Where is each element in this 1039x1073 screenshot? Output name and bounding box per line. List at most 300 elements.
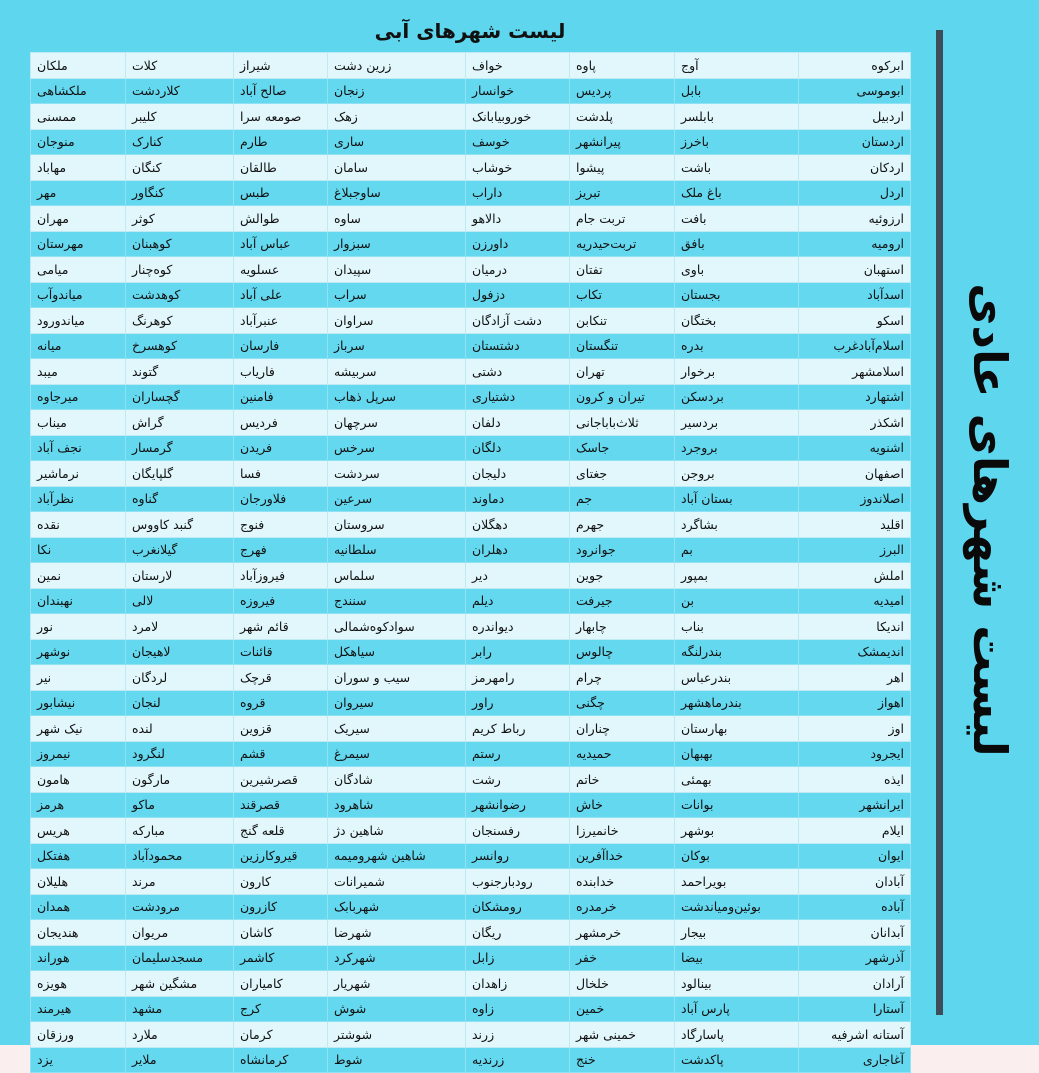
city-cell: زاوه — [466, 996, 570, 1022]
city-cell: فسا — [234, 461, 328, 487]
city-cell: رشت — [466, 767, 570, 793]
table-row — [31, 512, 911, 538]
city-cell: درمیان — [466, 257, 570, 283]
city-cell: خوروبیابانک — [466, 104, 570, 130]
city-cell: بیضا — [675, 945, 799, 971]
city-cell: میناب — [31, 410, 126, 436]
city-cell: زرند — [466, 1022, 570, 1048]
city-cell: شوط — [328, 1047, 466, 1073]
city-cell: ایذه — [799, 767, 911, 793]
city-cell: مارگون — [126, 767, 234, 793]
city-cell: قصرشیرین — [234, 767, 328, 793]
city-cell: یزد — [31, 1047, 126, 1073]
city-cell: علی آباد — [234, 282, 328, 308]
table-row — [31, 129, 911, 155]
city-cell: بندرماهشهر — [675, 690, 799, 716]
table-row — [31, 486, 911, 512]
city-cell: بن — [675, 588, 799, 614]
city-cell: قشم — [234, 741, 328, 767]
city-cell: دزفول — [466, 282, 570, 308]
city-cell: اردل — [799, 180, 911, 206]
city-cell: سیمرغ — [328, 741, 466, 767]
city-cell: لالی — [126, 588, 234, 614]
city-cell: بابلسر — [675, 104, 799, 130]
city-cell: جیرفت — [570, 588, 675, 614]
city-cell: میامی — [31, 257, 126, 283]
city-cell: املش — [799, 563, 911, 589]
city-cell: دهگلان — [466, 512, 570, 538]
city-cell: بستان آباد — [675, 486, 799, 512]
city-cell: اردبیل — [799, 104, 911, 130]
city-cell: چرام — [570, 665, 675, 691]
city-cell: آبدانان — [799, 920, 911, 946]
table-row — [31, 384, 911, 410]
city-cell: خانمیرزا — [570, 818, 675, 844]
city-cell: تنکابن — [570, 308, 675, 334]
city-cell: مریوان — [126, 920, 234, 946]
city-cell: نیشابور — [31, 690, 126, 716]
city-cell: بهمئی — [675, 767, 799, 793]
city-cell: شادگان — [328, 767, 466, 793]
city-cell: مهر — [31, 180, 126, 206]
city-cell: شهریار — [328, 971, 466, 997]
city-cell: بروجرد — [675, 435, 799, 461]
city-cell: پاوه — [570, 53, 675, 79]
city-cell: کرج — [234, 996, 328, 1022]
table-row — [31, 920, 911, 946]
city-cell: طارم — [234, 129, 328, 155]
city-cell: هامون — [31, 767, 126, 793]
city-cell: عنبرآباد — [234, 308, 328, 334]
city-cell: طوالش — [234, 206, 328, 232]
city-cell: هوراند — [31, 945, 126, 971]
city-cell: ایجرود — [799, 741, 911, 767]
city-cell: هیرمند — [31, 996, 126, 1022]
city-cell: فریدن — [234, 435, 328, 461]
city-cell: زنجان — [328, 78, 466, 104]
city-cell: قروه — [234, 690, 328, 716]
city-cell: کوهسرخ — [126, 333, 234, 359]
city-cell: رومشکان — [466, 894, 570, 920]
city-cell: چابهار — [570, 614, 675, 640]
city-cell: نیر — [31, 665, 126, 691]
city-cell: شهرضا — [328, 920, 466, 946]
city-cell: گراش — [126, 410, 234, 436]
city-cell: آبادان — [799, 869, 911, 895]
city-cell: تکاب — [570, 282, 675, 308]
city-cell: مهاباد — [31, 155, 126, 181]
table-row — [31, 767, 911, 793]
city-cell: اشتهارد — [799, 384, 911, 410]
city-cell: کلات — [126, 53, 234, 79]
city-cell: کوه‌چنار — [126, 257, 234, 283]
city-cell: نوشهر — [31, 639, 126, 665]
city-cell: پیرانشهر — [570, 129, 675, 155]
city-cell: نرماشیر — [31, 461, 126, 487]
city-cell: باغ ملک — [675, 180, 799, 206]
city-cell: مهرستان — [31, 231, 126, 257]
city-cell: کازرون — [234, 894, 328, 920]
city-cell: سلماس — [328, 563, 466, 589]
table-row — [31, 461, 911, 487]
city-cell: خوشاب — [466, 155, 570, 181]
city-cell: شوشتر — [328, 1022, 466, 1048]
city-cell: اسدآباد — [799, 282, 911, 308]
city-cell: سروستان — [328, 512, 466, 538]
city-cell: ممسنی — [31, 104, 126, 130]
table-row — [31, 53, 911, 79]
city-cell: کاشان — [234, 920, 328, 946]
city-cell: سیب و سوران — [328, 665, 466, 691]
city-cell: فهرج — [234, 537, 328, 563]
city-cell: ایوان — [799, 843, 911, 869]
city-cell: بم — [675, 537, 799, 563]
city-cell: پاسارگاد — [675, 1022, 799, 1048]
city-cell: نقده — [31, 512, 126, 538]
city-cell: رودبارجنوب — [466, 869, 570, 895]
city-cell: پارس آباد — [675, 996, 799, 1022]
city-cell: ابرکوه — [799, 53, 911, 79]
city-cell: سبزوار — [328, 231, 466, 257]
city-cell: طالقان — [234, 155, 328, 181]
city-cell: نیک شهر — [31, 716, 126, 742]
city-cell: مبارکه — [126, 818, 234, 844]
city-cell: سرچهان — [328, 410, 466, 436]
side-title: لیست شهرهای عادی — [963, 283, 1017, 757]
city-cell: تهران — [570, 359, 675, 385]
city-cell: بردسکن — [675, 384, 799, 410]
city-cell: اصلاندوز — [799, 486, 911, 512]
city-cell: جوانرود — [570, 537, 675, 563]
city-cell: کوثر — [126, 206, 234, 232]
city-cell: دیلم — [466, 588, 570, 614]
table-row — [31, 1022, 911, 1048]
city-cell: همدان — [31, 894, 126, 920]
city-cell: بوانات — [675, 792, 799, 818]
city-cell: کرمان — [234, 1022, 328, 1048]
city-cell: ثلاث‌باباجانی — [570, 410, 675, 436]
city-cell: خرمدره — [570, 894, 675, 920]
city-cell: شاهین دژ — [328, 818, 466, 844]
city-cell: ملایر — [126, 1047, 234, 1073]
city-cell: مشگین شهر — [126, 971, 234, 997]
city-cell: قصرقند — [234, 792, 328, 818]
table-row — [31, 180, 911, 206]
city-cell: تفتان — [570, 257, 675, 283]
table-row — [31, 537, 911, 563]
city-cell: ملکان — [31, 53, 126, 79]
table-row — [31, 410, 911, 436]
city-cell: خاتم — [570, 767, 675, 793]
city-cell: ملکشاهی — [31, 78, 126, 104]
city-cell: محمودآباد — [126, 843, 234, 869]
city-cell: سپیدان — [328, 257, 466, 283]
city-cell: کوهرنگ — [126, 308, 234, 334]
city-cell: بناب — [675, 614, 799, 640]
city-cell: ارزوئیه — [799, 206, 911, 232]
table-row — [31, 716, 911, 742]
city-cell: خرمشهر — [570, 920, 675, 946]
city-cell: زهک — [328, 104, 466, 130]
city-cell: دلگان — [466, 435, 570, 461]
table-row — [31, 435, 911, 461]
city-cell: عباس آباد — [234, 231, 328, 257]
city-cell: گتوند — [126, 359, 234, 385]
table-row — [31, 231, 911, 257]
city-cell: تربت جام — [570, 206, 675, 232]
city-cell: نیمروز — [31, 741, 126, 767]
city-cell: کرمانشاه — [234, 1047, 328, 1073]
table-row — [31, 690, 911, 716]
cities-table-body — [31, 53, 911, 1073]
city-cell: هندیجان — [31, 920, 126, 946]
city-cell: رضوانشهر — [466, 792, 570, 818]
city-cell: بروجن — [675, 461, 799, 487]
city-cell: اردستان — [799, 129, 911, 155]
table-row — [31, 792, 911, 818]
city-cell: آذرشهر — [799, 945, 911, 971]
city-cell: صالح آباد — [234, 78, 328, 104]
table-row — [31, 563, 911, 589]
city-cell: لارستان — [126, 563, 234, 589]
city-cell: ارومیه — [799, 231, 911, 257]
city-cell: ورزقان — [31, 1022, 126, 1048]
table-row — [31, 206, 911, 232]
city-cell: رامهرمز — [466, 665, 570, 691]
city-cell: بویراحمد — [675, 869, 799, 895]
city-cell: تنگستان — [570, 333, 675, 359]
city-cell: چگنی — [570, 690, 675, 716]
city-cell: پردیس — [570, 78, 675, 104]
city-cell: کنگاور — [126, 180, 234, 206]
city-cell: سلطانیه — [328, 537, 466, 563]
city-cell: جغتای — [570, 461, 675, 487]
city-cell: اسلامشهر — [799, 359, 911, 385]
city-cell: ساوه — [328, 206, 466, 232]
city-cell: دلیجان — [466, 461, 570, 487]
table-row — [31, 894, 911, 920]
city-cell: بینالود — [675, 971, 799, 997]
table-title: لیست شهرهای آبی — [30, 10, 910, 52]
city-cell: کامیاران — [234, 971, 328, 997]
city-cell: فلاورجان — [234, 486, 328, 512]
city-cell: هرمز — [31, 792, 126, 818]
city-cell: لاهیجان — [126, 639, 234, 665]
city-cell: اهر — [799, 665, 911, 691]
city-cell: جم — [570, 486, 675, 512]
city-cell: گلپایگان — [126, 461, 234, 487]
table-row — [31, 971, 911, 997]
city-cell: هفتکل — [31, 843, 126, 869]
city-cell: میبد — [31, 359, 126, 385]
city-cell: نمین — [31, 563, 126, 589]
city-cell: اقلید — [799, 512, 911, 538]
table-row — [31, 104, 911, 130]
table-row — [31, 869, 911, 895]
city-cell: سیریک — [328, 716, 466, 742]
city-cell: ایرانشهر — [799, 792, 911, 818]
city-cell: لامرد — [126, 614, 234, 640]
table-row — [31, 741, 911, 767]
city-cell: منوجان — [31, 129, 126, 155]
city-cell: دیر — [466, 563, 570, 589]
city-cell: اندیکا — [799, 614, 911, 640]
city-cell: بندرعباس — [675, 665, 799, 691]
city-cell: سامان — [328, 155, 466, 181]
city-cell: بوئین‌ومیاندشت — [675, 894, 799, 920]
city-cell: چناران — [570, 716, 675, 742]
city-cell: ماکو — [126, 792, 234, 818]
city-cell: خوسف — [466, 129, 570, 155]
city-cell: خمین — [570, 996, 675, 1022]
table-row — [31, 1047, 911, 1073]
city-cell: رستم — [466, 741, 570, 767]
city-cell: دشتیاری — [466, 384, 570, 410]
city-cell: ابوموسی — [799, 78, 911, 104]
city-cell: سیاهکل — [328, 639, 466, 665]
city-cell: اردکان — [799, 155, 911, 181]
city-cell: پلدشت — [570, 104, 675, 130]
city-cell: اوز — [799, 716, 911, 742]
city-cell: سوادکوه‌شمالی — [328, 614, 466, 640]
city-cell: آستانه اشرفیه — [799, 1022, 911, 1048]
city-cell: ریگان — [466, 920, 570, 946]
cities-table — [30, 52, 911, 1073]
city-cell: آباده — [799, 894, 911, 920]
city-cell: گرمسار — [126, 435, 234, 461]
city-cell: قرچک — [234, 665, 328, 691]
city-cell: شاهرود — [328, 792, 466, 818]
city-cell: مرند — [126, 869, 234, 895]
city-cell: شاهین شهرومیمه — [328, 843, 466, 869]
city-cell: برخوار — [675, 359, 799, 385]
city-cell: میانه — [31, 333, 126, 359]
city-cell: مسجدسلیمان — [126, 945, 234, 971]
city-cell: آغاجاری — [799, 1047, 911, 1073]
city-cell: ساوجبلاغ — [328, 180, 466, 206]
city-cell: میاندوآب — [31, 282, 126, 308]
city-cell: باخرز — [675, 129, 799, 155]
city-cell: بافت — [675, 206, 799, 232]
city-cell: نور — [31, 614, 126, 640]
city-cell: سرپل ذهاب — [328, 384, 466, 410]
city-cell: شوش — [328, 996, 466, 1022]
city-cell: پاکدشت — [675, 1047, 799, 1073]
city-cell: جهرم — [570, 512, 675, 538]
city-cell: باشت — [675, 155, 799, 181]
city-cell: قائنات — [234, 639, 328, 665]
city-cell: بردسیر — [675, 410, 799, 436]
city-cell: قزوین — [234, 716, 328, 742]
table-row — [31, 818, 911, 844]
city-cell: خفر — [570, 945, 675, 971]
city-cell: سراوان — [328, 308, 466, 334]
city-cell: تیران و کرون — [570, 384, 675, 410]
city-cell: اشنویه — [799, 435, 911, 461]
city-cell: دالاهو — [466, 206, 570, 232]
city-cell: خنج — [570, 1047, 675, 1073]
city-cell: نجف آباد — [31, 435, 126, 461]
city-cell: شمیرانات — [328, 869, 466, 895]
city-cell: کوهدشت — [126, 282, 234, 308]
city-cell: بهارستان — [675, 716, 799, 742]
city-cell: اشکذر — [799, 410, 911, 436]
city-cell: دهلران — [466, 537, 570, 563]
city-cell: خدابنده — [570, 869, 675, 895]
city-cell: خوانسار — [466, 78, 570, 104]
city-cell: کنگان — [126, 155, 234, 181]
city-cell: اندیمشک — [799, 639, 911, 665]
city-cell: هریس — [31, 818, 126, 844]
city-cell: فردیس — [234, 410, 328, 436]
city-cell: مهران — [31, 206, 126, 232]
vertical-divider-bar — [936, 30, 943, 1015]
city-cell: بابل — [675, 78, 799, 104]
table-row — [31, 639, 911, 665]
city-cell: البرز — [799, 537, 911, 563]
city-cell: شهربابک — [328, 894, 466, 920]
city-cell: گناوه — [126, 486, 234, 512]
city-cell: آستارا — [799, 996, 911, 1022]
city-cell: دیواندره — [466, 614, 570, 640]
city-cell: فاریاب — [234, 359, 328, 385]
city-cell: کنارک — [126, 129, 234, 155]
table-row — [31, 333, 911, 359]
city-cell: امیدیه — [799, 588, 911, 614]
city-cell: استهبان — [799, 257, 911, 283]
city-cell: جوین — [570, 563, 675, 589]
city-cell: شهرکرد — [328, 945, 466, 971]
city-cell: لنگرود — [126, 741, 234, 767]
city-cell: سرباز — [328, 333, 466, 359]
city-cell: بشاگرد — [675, 512, 799, 538]
table-row — [31, 996, 911, 1022]
city-cell: بوکان — [675, 843, 799, 869]
city-cell: مشهد — [126, 996, 234, 1022]
city-cell: اسلام‌آبادغرب — [799, 333, 911, 359]
city-cell: دلفان — [466, 410, 570, 436]
city-cell: بندرلنگه — [675, 639, 799, 665]
city-cell: بافق — [675, 231, 799, 257]
city-cell: خاش — [570, 792, 675, 818]
city-cell: جاسک — [570, 435, 675, 461]
city-cell: سردشت — [328, 461, 466, 487]
table-row — [31, 665, 911, 691]
city-cell: بمپور — [675, 563, 799, 589]
table-row — [31, 282, 911, 308]
city-cell: راور — [466, 690, 570, 716]
city-cell: عسلویه — [234, 257, 328, 283]
city-cell: سنندج — [328, 588, 466, 614]
table-row — [31, 588, 911, 614]
cities-panel — [30, 10, 910, 1068]
city-cell: فامنین — [234, 384, 328, 410]
city-cell: میاندورود — [31, 308, 126, 334]
city-cell: قائم شهر — [234, 614, 328, 640]
city-cell: میرجاوه — [31, 384, 126, 410]
city-cell: زرندیه — [466, 1047, 570, 1073]
city-cell: اهواز — [799, 690, 911, 716]
city-cell: نظرآباد — [31, 486, 126, 512]
city-cell: بیجار — [675, 920, 799, 946]
table-row — [31, 843, 911, 869]
city-cell: گیلانغرب — [126, 537, 234, 563]
table-row — [31, 155, 911, 181]
city-cell: تبریز — [570, 180, 675, 206]
city-cell: گچساران — [126, 384, 234, 410]
table-row — [31, 359, 911, 385]
city-cell: کاشمر — [234, 945, 328, 971]
